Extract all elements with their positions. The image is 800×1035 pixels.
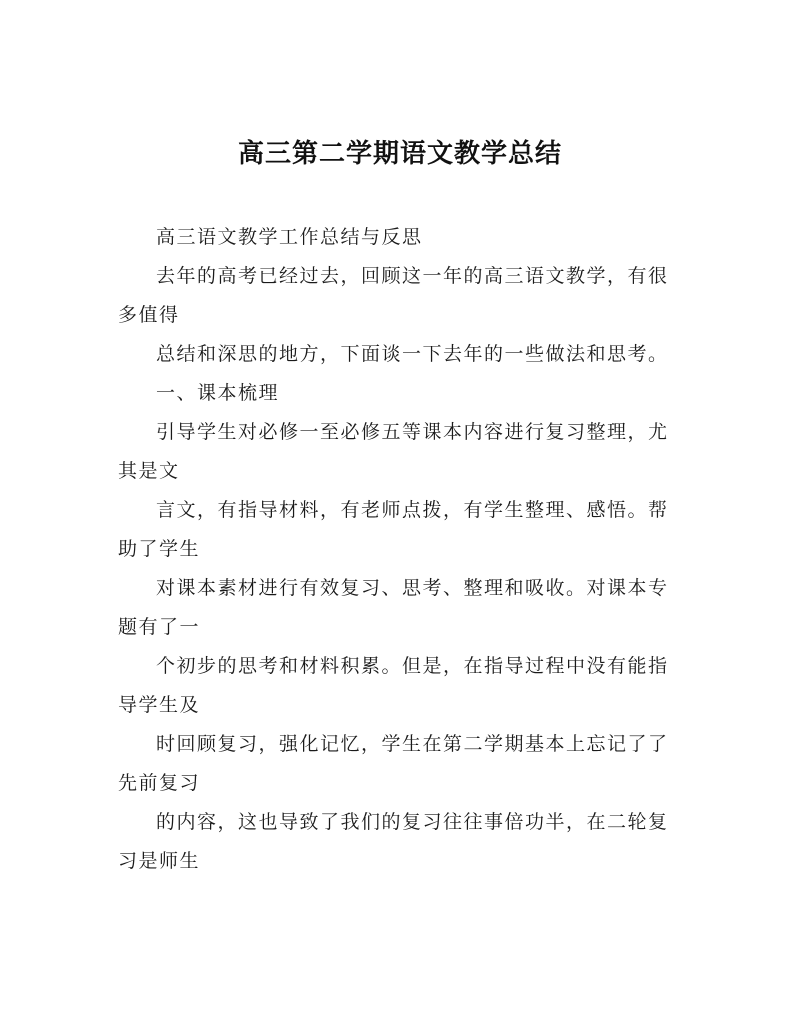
paragraph: 去年的高考已经过去，回顾这一年的高三语文教学，有很多值得 [118, 265, 669, 326]
paragraph: 高三语文教学工作总结与反思 [156, 226, 423, 248]
paragraph: 个初步的思考和材料积累。但是，在指导过程中没有能指导学生及 [118, 655, 669, 716]
document-title: 高三第二学期语文教学总结 [237, 139, 562, 169]
paragraph: 言文，有指导材料，有老师点拨，有学生整理、感悟。帮助了学生 [118, 499, 669, 560]
document-body [118, 218, 678, 881]
section-heading: 一、课本梳理 [156, 382, 280, 404]
paragraph: 对课本素材进行有效复习、思考、整理和吸收。对课本专题有了一 [118, 577, 669, 638]
paragraph: 的内容，这也导致了我们的复习往往事倍功半，在二轮复习是师生 [118, 811, 669, 872]
paragraph: 时回顾复习，强化记忆，学生在第二学期基本上忘记了了先前复习 [118, 733, 669, 794]
paragraph: 总结和深思的地方，下面谈一下去年的一些做法和思考。 [156, 343, 669, 365]
paragraph: 引导学生对必修一至必修五等课本内容进行复习整理，尤其是文 [118, 421, 669, 482]
